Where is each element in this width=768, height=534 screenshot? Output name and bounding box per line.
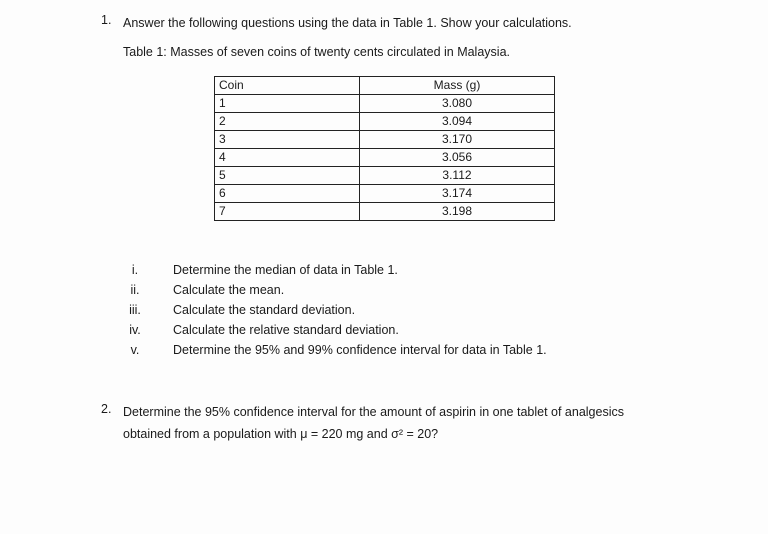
table-row (215, 113, 555, 131)
subquestion-text: Determine the median of data in Table 1. (173, 263, 398, 277)
mass-cell: 3.174 (360, 185, 555, 203)
coin-cell: 1 (215, 95, 360, 113)
mass-cell: 3.170 (360, 131, 555, 149)
subquestion-text: Determine the 95% and 99% confidence interval for data in Table 1. (173, 343, 547, 357)
coin-cell: 6 (215, 185, 360, 203)
table-caption: Table 1: Masses of seven coins of twenty cents circulated in Malaysia. (123, 45, 510, 59)
subquestion-text: Calculate the standard deviation. (173, 303, 356, 317)
question-2-number: 2. (101, 402, 112, 416)
subquestion-label: i. (131, 263, 139, 277)
table-row (215, 167, 555, 185)
column-header-coin: Coin (215, 77, 360, 95)
coin-mass-table (214, 76, 555, 221)
subquestion-label: ii. (130, 283, 140, 297)
table-row (215, 185, 555, 203)
subquestion-text: Calculate the relative standard deviation. (173, 323, 399, 337)
coin-cell: 3 (215, 131, 360, 149)
mass-cell: 3.056 (360, 149, 555, 167)
coin-cell: 4 (215, 149, 360, 167)
table-row (215, 149, 555, 167)
question-2-line-1: Determine the 95% confidence interval for the amount of aspirin in one tablet of analgesics (123, 405, 624, 419)
coin-cell: 5 (215, 167, 360, 185)
question-1-text: Answer the following questions using the data in Table 1. Show your calculations. (123, 16, 572, 30)
subquestion-label: iv. (129, 323, 141, 337)
table-row (215, 131, 555, 149)
subquestion-label: iii. (129, 303, 141, 317)
table-header-row (215, 77, 555, 95)
column-header-mass: Mass (g) (360, 77, 555, 95)
question-2-line-2: obtained from a population with μ = 220 mg and σ² = 20? (123, 427, 439, 441)
coin-cell: 2 (215, 113, 360, 131)
question-1-number: 1. (101, 13, 112, 27)
mass-cell: 3.112 (360, 167, 555, 185)
table-row (215, 203, 555, 221)
coin-cell: 7 (215, 203, 360, 221)
mass-cell: 3.198 (360, 203, 555, 221)
subquestion-label: v. (130, 343, 140, 357)
table-row (215, 95, 555, 113)
mass-cell: 3.094 (360, 113, 555, 131)
mass-cell: 3.080 (360, 95, 555, 113)
subquestion-text: Calculate the mean. (173, 283, 285, 297)
